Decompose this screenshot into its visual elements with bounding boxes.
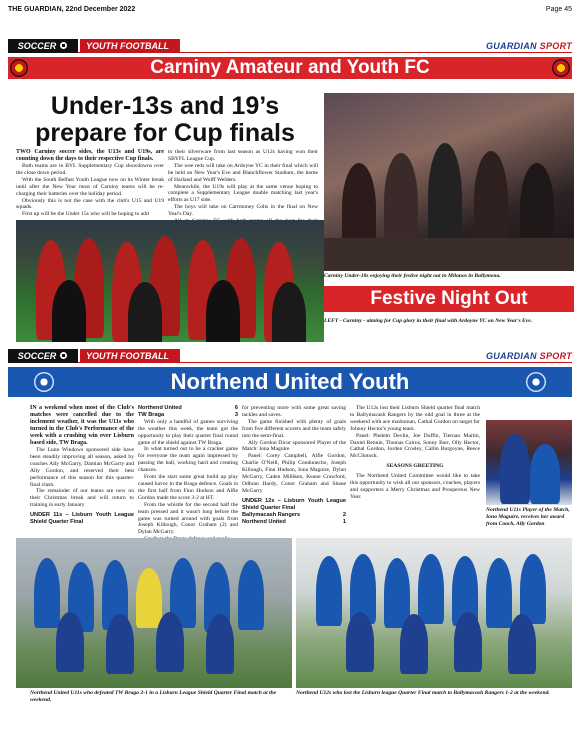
result-line: Northend United 6	[138, 405, 238, 411]
northend-column-4	[350, 405, 480, 501]
paragraph: The wee reds will take on Ardoyne YC in their final which will be held on New Year's Eve and Blanchflower Stadium, the home of Harland and Wolff Welders.	[168, 162, 318, 183]
u12-team-photo	[296, 538, 572, 688]
section-bar-bottom	[8, 349, 572, 363]
player-of-match-caption: Northend U11s Player of the Match, Iona Maguire, receives her award from Coach, Ally Gordon	[486, 507, 570, 527]
page-number: Page 45	[545, 5, 572, 13]
result-line: Ballymacash Rangers 2	[242, 511, 346, 518]
u12-caption: Northend U12s who lost the Lisburn league Quarter Final match to Ballymacash Rangers 1-2 at the weekend.	[296, 690, 550, 696]
carniny-banner	[8, 57, 572, 79]
carniny-headline: Under-13s and 19’s prepare for Cup finals	[35, 92, 295, 147]
guardian-sport-logo: GUARDIAN SPORT	[485, 40, 572, 51]
paragraph: With the South Belfast Youth League now on its Winter break until after the New Year most of Carniny teams will be re-charging their batteries over the holiday period.	[16, 176, 164, 197]
paragraph: With only a handful of games surviving the weather this week, the team got the opportunity to play their quarter final round game of the shield against TW Braga.	[138, 418, 238, 446]
soccer-label: SOCCER	[8, 39, 78, 53]
paragraph: Panel: Corey Campbell, Alfie Gordon, Charlie O'Neill, Philip Condunecho, Joseph Killough, Finn Hudson, Iona Maguire, Dylan McGarry, Caden Milliken, Keane Crawford, Odhran Hardy, Conor Graham and Shane McGarry	[242, 453, 346, 494]
paragraph: First up will be the Under 15s who will be hoping to add	[22, 211, 149, 218]
youth-football-label: YOUTH FOOTBALL	[80, 349, 180, 363]
paragraph: The game finished with plenty of goals from five different scorers and the team safely into the semi-final.	[242, 418, 346, 439]
u12-subheading: UNDER 12s – Lisburn Youth League Shield Quarter Final	[242, 497, 346, 511]
paragraph: Both teams are in BYL Supplementary Cup showdowns over the close down period.	[16, 163, 164, 176]
carniny-crest-icon	[10, 59, 28, 77]
carniny-team-photo	[16, 220, 324, 342]
paragraph: The remainder of our teams are now on their Christmas break and will return to training in early January	[30, 488, 134, 509]
football-icon	[59, 351, 68, 360]
masthead	[8, 4, 572, 14]
carniny-left-caption: LEFT - Carniny - aiming for Cup glory in their final with Ardoyne YC on New Year's Eve.	[324, 318, 533, 324]
paragraph: Meanwhile, the U19s will play at the same venue hoping to complete a Supplementary League double matching last year's efforts as U17 side.	[168, 183, 318, 204]
result-line: TW Braga 3	[138, 411, 238, 418]
paragraph: Panel: Phelem Devlin, Joe Duffin, Tiernan Martin, Daniel Rennie, Thomas Cairns, Sonny Barr, Olly Hector, Cathal Gordon, Jorden Crosley, Callin Burgoyne, Reece McClintock.	[350, 432, 480, 460]
youth-football-label: YOUTH FOOTBALL	[80, 39, 180, 53]
soccer-label: SOCCER	[8, 349, 78, 363]
northend-column-1	[30, 405, 134, 526]
carniny-banner-title: Carniny Amateur and Youth FC	[150, 57, 430, 78]
paragraph: In what turned out to be a cracker game for everyone the team again impressed by passing the ball, working hard and creating chances.	[138, 446, 238, 474]
seasons-greeting-heading: SEASONS GREETING	[386, 463, 444, 470]
paragraph: The boys will take on Carrmoney Colts in the final on New Year's Day.	[168, 204, 318, 218]
section-bar-top	[8, 39, 572, 53]
festive-caption: Carniny Under-18s enjoying their festive night out in Milanos in Ballymena.	[324, 273, 501, 279]
carniny-lead: TWO Carniny soccer sides, the U13s and U19s, are counting down the days to their respective Cup finals.	[16, 149, 164, 162]
paragraph: for preventing more with some great saving tackles and saves.	[242, 405, 346, 418]
paragraph: Obviously this is not the case with the club's U15 and U19 squads.	[16, 197, 164, 211]
paragraph: The U12s lost their Lisburn Shield quarter final match to Ballymacash Rangers by the odd goal in three at the weekend with ace marksman, Cathal Gordon on target for Johnny Hector's young team.	[350, 405, 480, 432]
u11-team-photo	[16, 538, 292, 688]
player-of-match-photo	[486, 420, 572, 505]
northend-crest-icon	[34, 372, 54, 392]
football-icon	[59, 41, 68, 50]
paragraph: to their silverware from last season as U12s having won their SBYFL League Cup.	[168, 149, 318, 162]
u11-subheading: UNDER 11s – Lisburn Youth League Shield Quarter Final	[30, 512, 134, 526]
carniny-crest-icon	[552, 59, 570, 77]
paragraph: The Lunn Windows sponsored side have been steadily improving all season, asked by coaches Ally McGarry, Damian McGarry and Ally Gordon, and reserved their best performance of this season for this quarter-final clash.	[30, 447, 134, 488]
northend-column-3	[242, 405, 346, 525]
carniny-column-1	[16, 149, 164, 218]
northend-crest-icon	[526, 372, 546, 392]
guardian-sport-logo: GUARDIAN SPORT	[485, 350, 572, 361]
northend-banner	[8, 367, 572, 397]
northend-column-2	[138, 405, 238, 543]
festive-night-photo	[324, 93, 574, 271]
paragraph: From the start some great build up play caused havoc in the Braga defence. Goals in the first half from Finn Hudson and Alfie Gordon made the score 3-2 at HT.	[138, 474, 238, 501]
paragraph: Ally Gordon Dicor sponsored Player of the Match: Iona Maguire	[242, 439, 346, 453]
paragraph: The Northend United Committee would like to take this opportunity to wish all our sponsors, coaches, players and supporters a Merry Christmas and Prosperous New Year.	[350, 473, 480, 500]
festive-night-title: Festive Night Out	[324, 286, 574, 312]
result-line: Northend United 1	[242, 518, 346, 525]
northend-banner-title: Northend United Youth	[170, 369, 410, 394]
masthead-date: THE GUARDIAN, 22nd December 2022	[8, 5, 136, 13]
northend-lead: IN a weekend when most of the Club's matches were cancelled due to the inclement weather, it was the U11s who turned in the Club's Performance of the week with a crushing win over Lisburn based side, TW Braga.	[30, 405, 134, 446]
paragraph: From the whistle for the second half the team pressed and it wasn't long before the game was turned around with goals from Joseph Killough, Conor Graham (2) and Dylan McGarry.	[138, 501, 238, 536]
u11-caption: Northend United U11s who defeated TW Braga 2-1 in a Lisburn League Shield Quarter Final match at the weekend.	[30, 690, 277, 703]
